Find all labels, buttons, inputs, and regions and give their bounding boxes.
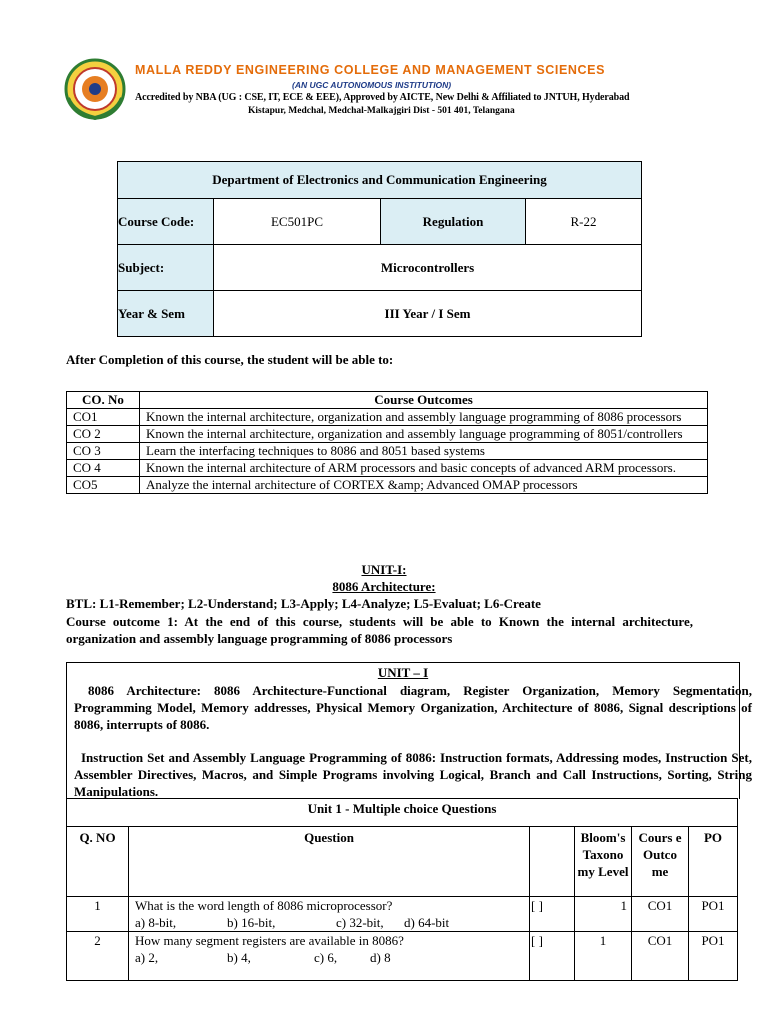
college-name: MALLA REDDY ENGINEERING COLLEGE AND MANAGEMENT SCIENCES	[135, 63, 606, 77]
co-number: CO 3	[67, 443, 140, 460]
co-text: Analyze the internal architecture of CORTEX &amp; Advanced OMAP processors	[140, 477, 708, 494]
co-text: Known the internal architecture, organization and assembly language programming of 8051/controllers	[140, 426, 708, 443]
regulation-label: Regulation	[381, 199, 526, 245]
co-no-header: CO. No	[67, 392, 140, 409]
course-outcomes-table	[66, 391, 708, 494]
course-code-label: Course Code:	[118, 199, 214, 245]
option: c) 32-bit,	[336, 915, 384, 930]
co-text: Known the internal architecture, organization and assembly language programming of 8086 processors	[140, 409, 708, 426]
question-header: Question	[129, 827, 530, 897]
mcq-title: Unit 1 - Multiple choice Questions	[67, 799, 738, 827]
course-outcome-statement: Course outcome 1: At the end of this course, students will be able to Known the internal architecture, organization and assembly language programming of 8086 processors	[66, 614, 693, 646]
syllabus-paragraph: Instruction Set and Assembly Language Programming of 8086: Instruction formats, Addressing modes, Instruction Set, Assembler Directives, Macros, and Simple Programs involving Logical, Branch and Call Instructions, Sorting, String Manipulations.	[74, 750, 752, 799]
syllabus-unit-title-text: UNIT – I	[377, 665, 429, 680]
syllabus-box	[66, 662, 752, 799]
course-info-table	[117, 161, 642, 337]
question-cell	[129, 897, 530, 932]
syllabus-unit-title	[67, 665, 739, 681]
question-cell	[129, 932, 530, 981]
year-sem-value: III Year / I Sem	[214, 291, 642, 337]
unit-heading-text: UNIT-I:	[361, 562, 407, 577]
unit-subheading	[0, 579, 768, 595]
blooms-level: 1	[575, 897, 632, 932]
question-options	[135, 914, 529, 931]
syllabus-paragraph: 8086 Architecture: 8086 Architecture-Functional diagram, Register Organization, Memory Segmentation, Programming Model, Memory addresses, Physical Memory Organization, Architecture of 8086, Signal descriptions of 8086, interrupts of 8086.	[74, 683, 752, 732]
mcq-table	[66, 798, 738, 981]
completion-statement: After Completion of this course, the student will be able to:	[66, 352, 394, 367]
question-options	[135, 949, 529, 966]
subject-label: Subject:	[118, 245, 214, 291]
table-row	[67, 477, 708, 494]
program-outcome: PO1	[689, 932, 738, 981]
co-number: CO 4	[67, 460, 140, 477]
question-number: 1	[67, 897, 129, 932]
table-row	[67, 409, 708, 426]
year-sem-label: Year & Sem	[118, 291, 214, 337]
po-header: PO	[689, 827, 738, 897]
table-row	[67, 897, 738, 932]
co-number: CO5	[67, 477, 140, 494]
table-row	[67, 443, 708, 460]
option: d) 8	[370, 950, 391, 965]
course-outcomes-header: Course Outcomes	[140, 392, 708, 409]
program-outcome: PO1	[689, 897, 738, 932]
college-logo	[64, 58, 126, 120]
option: b) 4,	[227, 950, 251, 965]
subject-value: Microcontrollers	[214, 245, 642, 291]
qno-header: Q. NO	[67, 827, 129, 897]
course-code-value: EC501PC	[214, 199, 381, 245]
question-number: 2	[67, 932, 129, 981]
unit-heading	[0, 562, 768, 578]
option: d) 64-bit	[404, 915, 450, 930]
answer-bracket: [ ]	[530, 932, 575, 981]
blooms-header: Bloom's Taxono my Level	[575, 827, 632, 897]
unit-subheading-text: 8086 Architecture:	[332, 579, 436, 594]
co-header: Cours e Outco me	[632, 827, 689, 897]
department-name: Department of Electronics and Communication Engineering	[118, 162, 642, 199]
course-outcome: CO1	[632, 932, 689, 981]
table-row	[67, 460, 708, 477]
option: a) 8-bit,	[135, 915, 177, 930]
table-row	[67, 426, 708, 443]
blooms-level: 1	[575, 932, 632, 981]
answer-bracket: [ ]	[530, 897, 575, 932]
co-text: Known the internal architecture of ARM processors and basic concepts of advanced ARM processors.	[140, 460, 708, 477]
college-address: Kistapur, Medchal, Medchal-Malkajgiri Dist - 501 401, Telangana	[248, 106, 515, 116]
option: c) 6,	[314, 950, 338, 965]
co-number: CO 2	[67, 426, 140, 443]
question-text: What is the word length of 8086 microprocessor?	[135, 898, 393, 913]
accreditation-text: Accredited by NBA (UG : CSE, IT, ECE & EEE), Approved by AICTE, New Delhi & Affiliated to JNTUH, Hyderabad	[135, 92, 630, 103]
college-tagline: (AN UGC AUTONOMOUS INSTITUTION)	[292, 80, 452, 90]
btl-levels: BTL: L1-Remember; L2-Understand; L3-Apply; L4-Analyze; L5-Evaluat; L6-Create	[66, 596, 541, 611]
option: b) 16-bit,	[227, 915, 276, 930]
co-number: CO1	[67, 409, 140, 426]
question-text: How many segment registers are available in 8086?	[135, 933, 404, 948]
regulation-value: R-22	[526, 199, 642, 245]
course-outcome: CO1	[632, 897, 689, 932]
bracket-header	[530, 827, 575, 897]
co-text: Learn the interfacing techniques to 8086 and 8051 based systems	[140, 443, 708, 460]
table-row	[67, 932, 738, 981]
option: a) 2,	[135, 950, 159, 965]
